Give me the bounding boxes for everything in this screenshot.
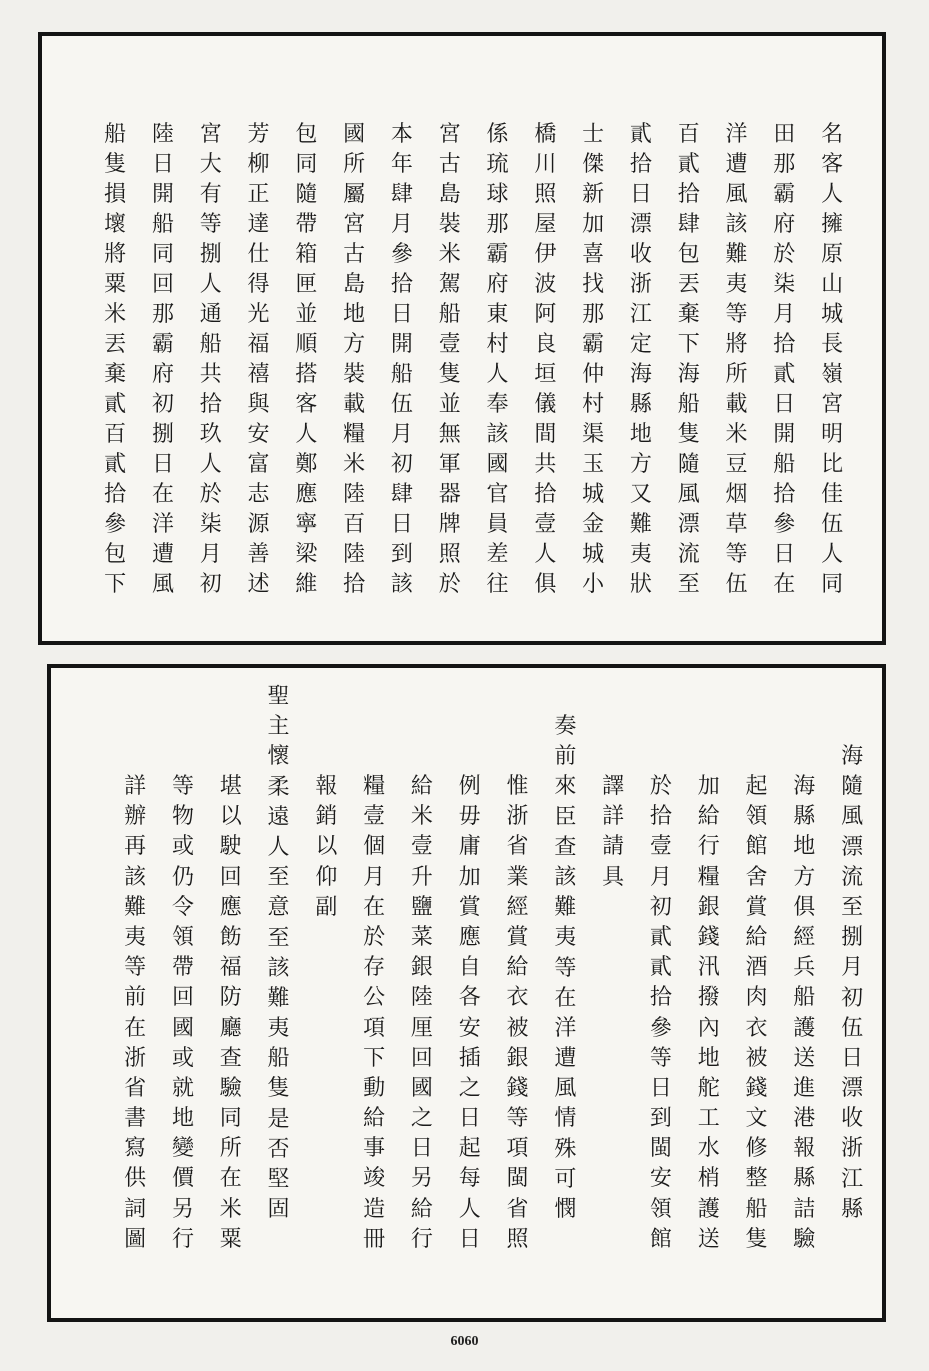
- text-column: 堪 以 駛 回 應 飭 福 防 廳 查 驗 同 所 在 米 粟: [219, 774, 242, 1252]
- top-columns: [42, 36, 882, 641]
- text-column: 包 同 隨 帶 箱 匣 並 順 搭 客 人 鄭 應 寧 梁 維: [295, 122, 318, 597]
- page-number: 6060: [450, 1334, 479, 1349]
- text-column: 宮 大 有 等 捌 人 通 船 共 拾 玖 人 於 柒 月 初: [199, 122, 222, 597]
- text-column: 名 客 人 擁 原 山 城 長 嶺 宮 明 比 佳 伍 人 同: [821, 122, 844, 597]
- text-column: 海 隨 風 漂 流 至 捌 月 初 伍 日 漂 收 浙 江 縣: [841, 744, 864, 1222]
- bottom-text-panel: [47, 664, 886, 1322]
- bottom-columns: [51, 668, 882, 1318]
- top-text-panel: [38, 32, 886, 645]
- text-column: 本 年 肆 月 參 拾 日 開 船 伍 月 初 肆 日 到 該: [390, 122, 413, 597]
- text-column: 陸 日 開 船 同 回 那 霸 府 初 捌 日 在 洋 遭 風: [151, 122, 174, 597]
- text-column: 惟 浙 省 業 經 賞 給 衣 被 銀 錢 等 項 閩 省 照: [506, 774, 529, 1252]
- text-column: 等 物 或 仍 令 領 帶 回 國 或 就 地 變 價 另 行: [171, 774, 194, 1252]
- text-column: 橋 川 照 屋 伊 波 阿 良 垣 儀 間 共 拾 壹 人 俱: [534, 122, 557, 597]
- text-column: 士 傑 新 加 喜 找 那 霸 仲 村 渠 玉 城 金 城 小: [582, 122, 605, 597]
- text-column: 百 貳 拾 肆 包 丟 棄 下 海 船 隻 隨 風 漂 流 至: [677, 122, 700, 597]
- text-column: 詳 辦 再 該 難 夷 等 前 在 浙 省 書 寫 供 詞 圖: [124, 774, 147, 1252]
- text-column: 係 琉 球 那 霸 府 東 村 人 奉 該 國 官 員 差 往: [486, 122, 509, 597]
- text-column: 田 那 霸 府 於 柒 月 拾 貳 日 開 船 拾 參 日 在: [773, 122, 796, 597]
- text-column: 譯 詳 請 具: [602, 774, 625, 890]
- text-column: 給 米 壹 升 鹽 菜 銀 陸 厘 回 國 之 日 另 給 行: [410, 774, 433, 1252]
- text-column: 例 毋 庸 加 賞 應 自 各 安 插 之 日 起 每 人 日: [458, 774, 481, 1252]
- text-column: 貳 拾 日 漂 收 浙 江 定 海 縣 地 方 又 難 夷 狀: [629, 122, 652, 597]
- text-column: 海 縣 地 方 俱 經 兵 船 護 送 進 港 報 縣 詰 驗: [793, 774, 816, 1252]
- text-column: 宮 古 島 裝 米 駕 船 壹 隻 並 無 軍 器 牌 照 於: [438, 122, 461, 597]
- text-column: 於 拾 壹 月 初 貳 貳 拾 參 等 日 到 閩 安 領 館: [649, 774, 672, 1252]
- text-column: 洋 遭 風 該 難 夷 等 將 所 載 米 豆 烟 草 等 伍: [725, 122, 748, 597]
- text-column: 船 隻 損 壞 將 粟 米 丟 棄 貳 百 貳 拾 參 包 下: [104, 122, 127, 597]
- text-column: 國 所 屬 宮 古 島 地 方 裝 載 糧 米 陸 百 陸 拾: [343, 122, 366, 597]
- text-column: 起 領 館 舍 賞 給 酒 肉 衣 被 錢 文 修 整 船 隻: [745, 774, 768, 1252]
- text-column: 報 銷 以 仰 副: [315, 774, 338, 920]
- text-column: 芳 柳 正 達 仕 得 光 福 禧 與 安 富 志 源 善 述: [247, 122, 270, 597]
- text-column: 加 給 行 糧 銀 錢 汛 撥 內 地 舵 工 水 梢 護 送: [697, 774, 720, 1252]
- text-column: 糧 壹 個 月 在 於 存 公 項 下 動 給 事 竣 造 冊: [363, 774, 386, 1252]
- text-column: 奏 前 來 臣 查 該 難 夷 等 在 洋 遭 風 情 殊 可 憫: [554, 714, 577, 1222]
- text-column: 聖 主 懷 柔 遠 人 至 意 至 該 難 夷 船 隻 是 否 堅 固: [267, 684, 290, 1223]
